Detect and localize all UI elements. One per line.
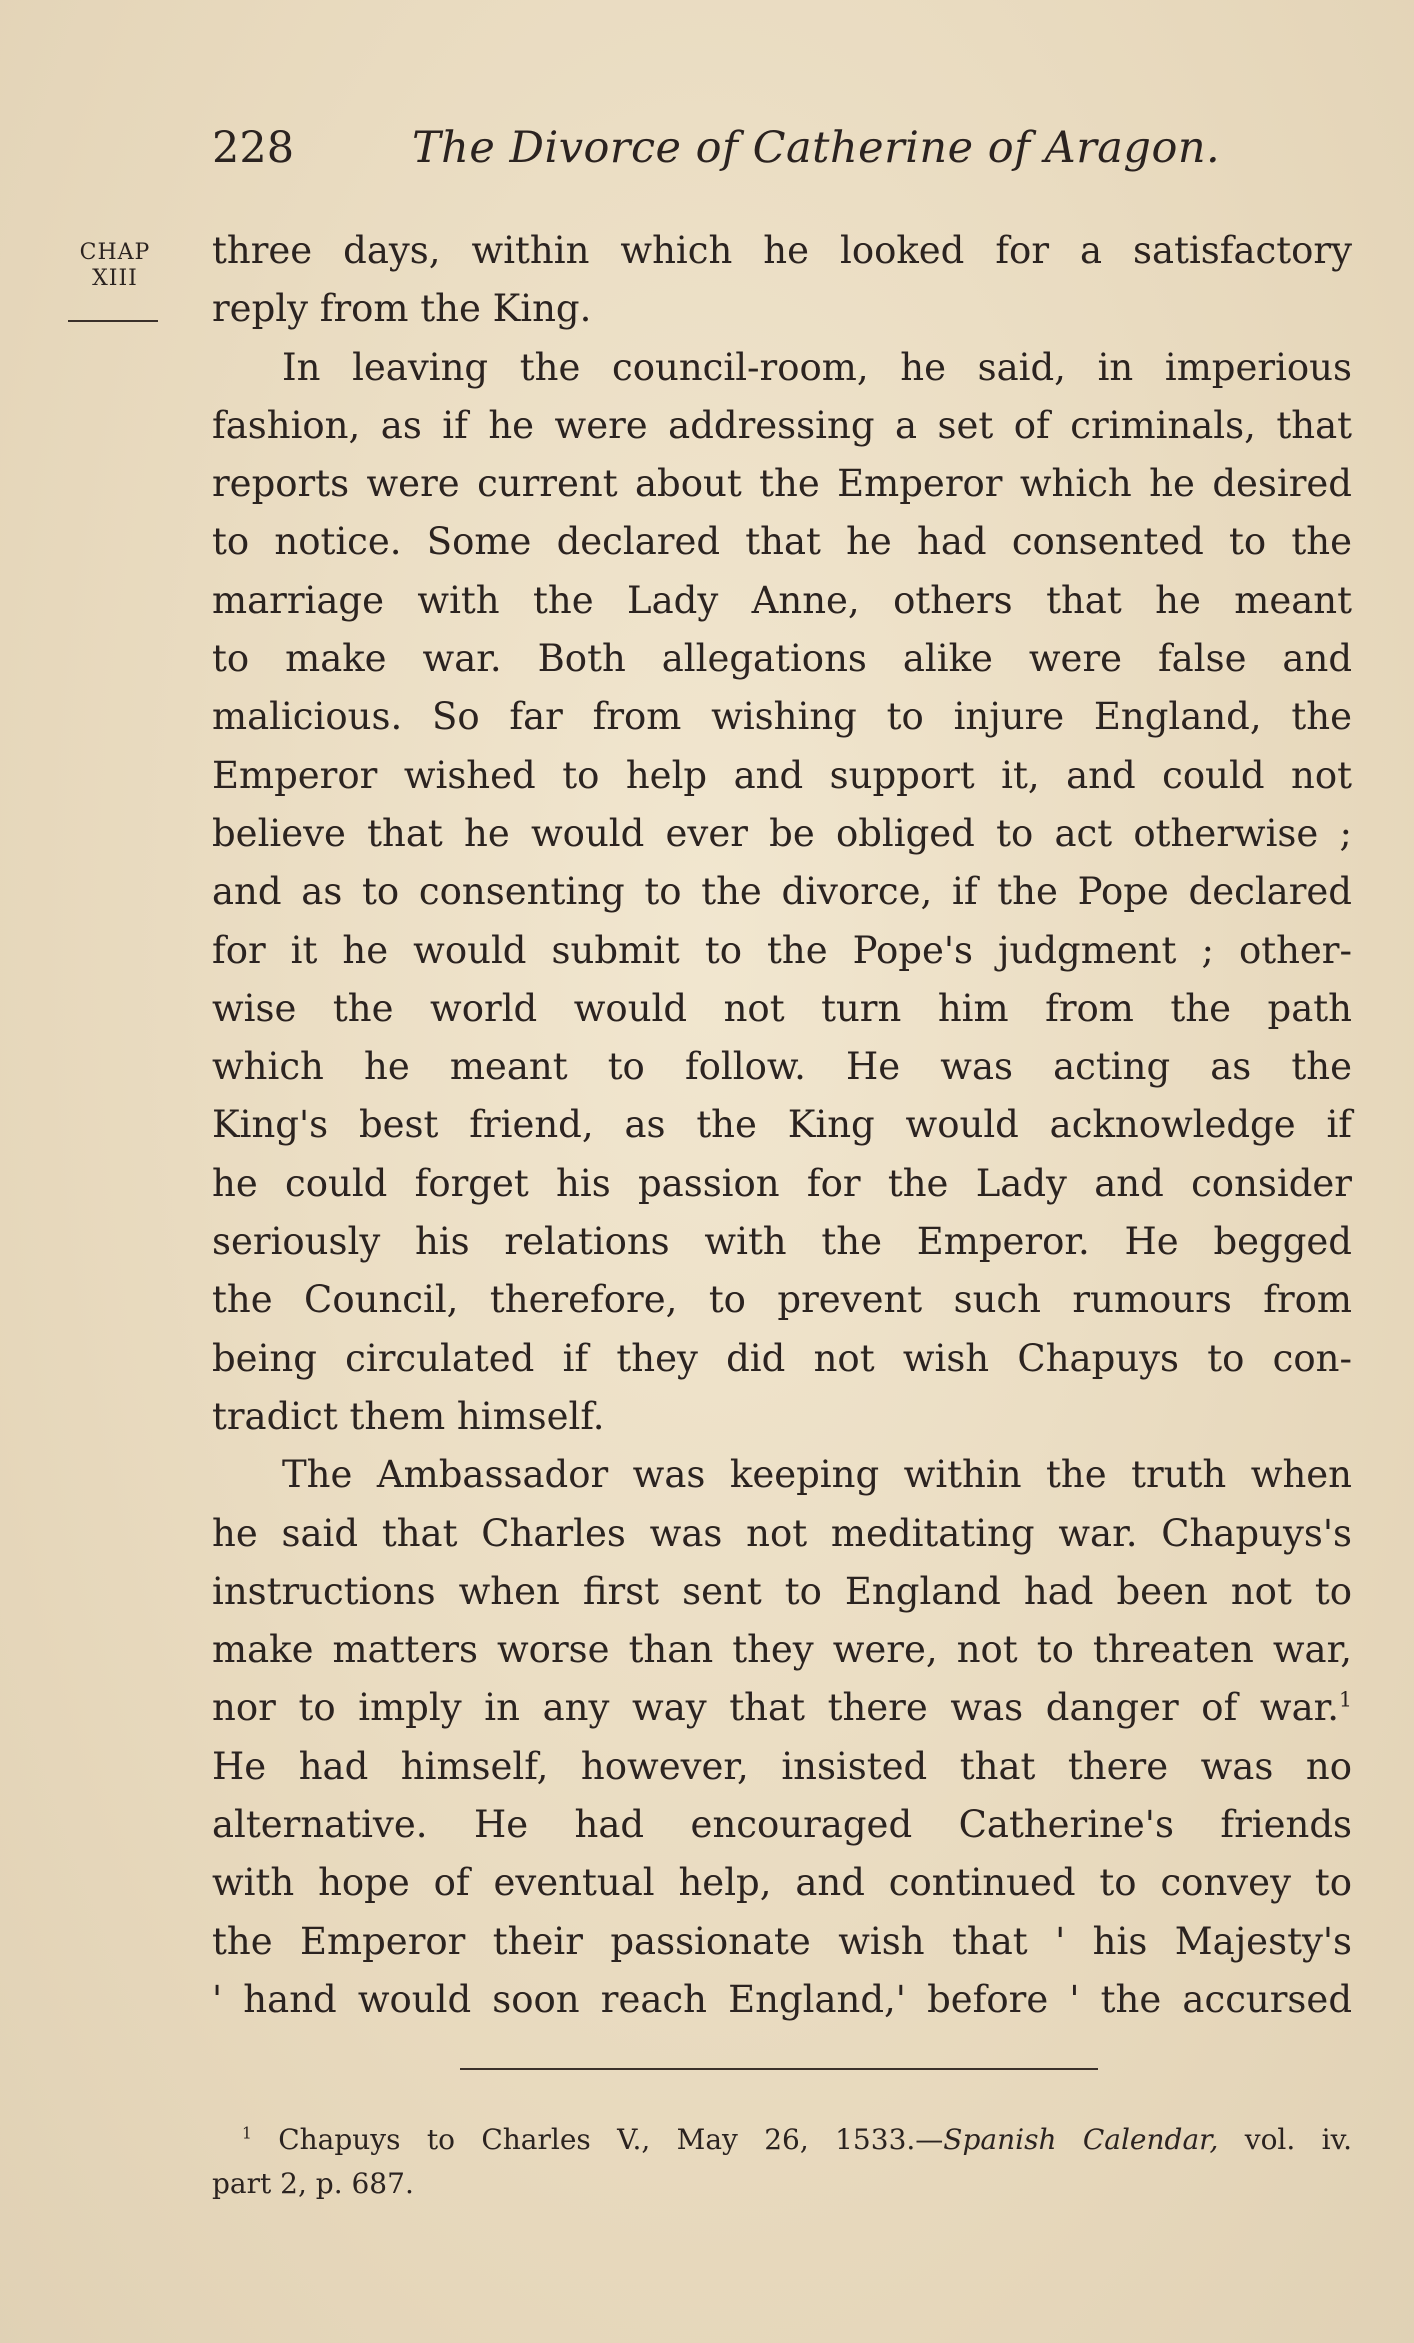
body-line: reply from the King.	[212, 287, 592, 331]
body-line: fashion, as if he were addressing a set of criminals, that	[212, 403, 1352, 447]
body-line: ' hand would soon reach England,' before ' the accursed	[212, 1977, 1352, 2021]
body-line: to notice. Some declared that he had consented to the	[212, 520, 1352, 564]
body-line: three days, within which he looked for a satisfactory	[212, 229, 1352, 272]
chapter-marker	[65, 240, 165, 292]
body-line: instructions when first sent to England had been not to	[212, 1569, 1352, 1613]
footnote	[212, 2118, 1352, 2206]
chapter-number: XIII	[92, 266, 138, 291]
body-line: he said that Charles was not meditating war. Chapuys's	[212, 1511, 1352, 1555]
body-line: which he meant to follow. He was acting as the	[212, 1045, 1352, 1089]
running-title: The Divorce of Catherine of Aragon.	[412, 123, 1221, 173]
body-line: wise the world would not turn him from the path	[212, 986, 1352, 1030]
body-line: for it he would submit to the Pope's judgment ; other-	[212, 928, 1352, 972]
body-line: the Emperor their passionate wish that ' his Majesty's	[212, 1919, 1352, 1963]
footnote-marker: 1	[242, 2124, 252, 2143]
body-line: and as to consenting to the divorce, if the Pope declared	[212, 870, 1352, 914]
body-line: make matters worse than they were, not to threaten war,	[212, 1628, 1352, 1672]
body-line: Emperor wished to help and support it, and could not	[212, 753, 1352, 797]
body-line: In leaving the council-room, he said, in imperious	[282, 345, 1352, 389]
body-line: malicious. So far from wishing to injure England, the	[212, 695, 1352, 739]
body-line: he could forget his passion for the Lady and consider	[212, 1161, 1352, 1205]
footnote-line: part 2, p. 687.	[212, 2167, 414, 2200]
body-line: believe that he would ever be obliged to act otherwise ;	[212, 811, 1352, 855]
body-line-with-footnote-ref	[212, 1679, 1352, 1737]
body-line: to make war. Both allegations alike were false and	[212, 637, 1352, 681]
body-text	[212, 222, 1352, 2029]
body-line: the Council, therefore, to prevent such rumours from	[212, 1278, 1352, 1322]
body-line: marriage with the Lady Anne, others that he meant	[212, 578, 1352, 622]
body-line: He had himself, however, insisted that there was no	[212, 1744, 1352, 1788]
body-line-text: nor to imply in any way that there was danger of war.	[212, 1686, 1340, 1730]
page-number: 228	[212, 123, 295, 173]
footnote-source-title: Spanish Calendar,	[943, 2123, 1219, 2156]
footnote-divider	[460, 2068, 1098, 2070]
footnote-volume: vol. iv.	[1244, 2123, 1353, 2156]
footnote-reference: 1	[1339, 1688, 1352, 1713]
footnote-line	[212, 2118, 1352, 2162]
body-line: The Ambassador was keeping within the truth when	[282, 1453, 1352, 1497]
body-line: reports were current about the Emperor which he desired	[212, 462, 1352, 506]
running-header	[212, 118, 1221, 178]
body-line: alternative. He had encouraged Catherine's friends	[212, 1803, 1352, 1847]
body-line: being circulated if they did not wish Chapuys to con-	[212, 1336, 1352, 1380]
body-line: King's best friend, as the King would acknowledge if	[212, 1103, 1352, 1147]
chapter-divider	[68, 320, 158, 322]
footnote-text: Chapuys to Charles V., May 26, 1533.—	[278, 2123, 944, 2156]
chapter-label: CHAP	[79, 240, 151, 265]
body-line: seriously his relations with the Emperor. He begged	[212, 1220, 1352, 1264]
body-line: with hope of eventual help, and continued to convey to	[212, 1861, 1352, 1905]
body-line: tradict them himself.	[212, 1394, 605, 1438]
